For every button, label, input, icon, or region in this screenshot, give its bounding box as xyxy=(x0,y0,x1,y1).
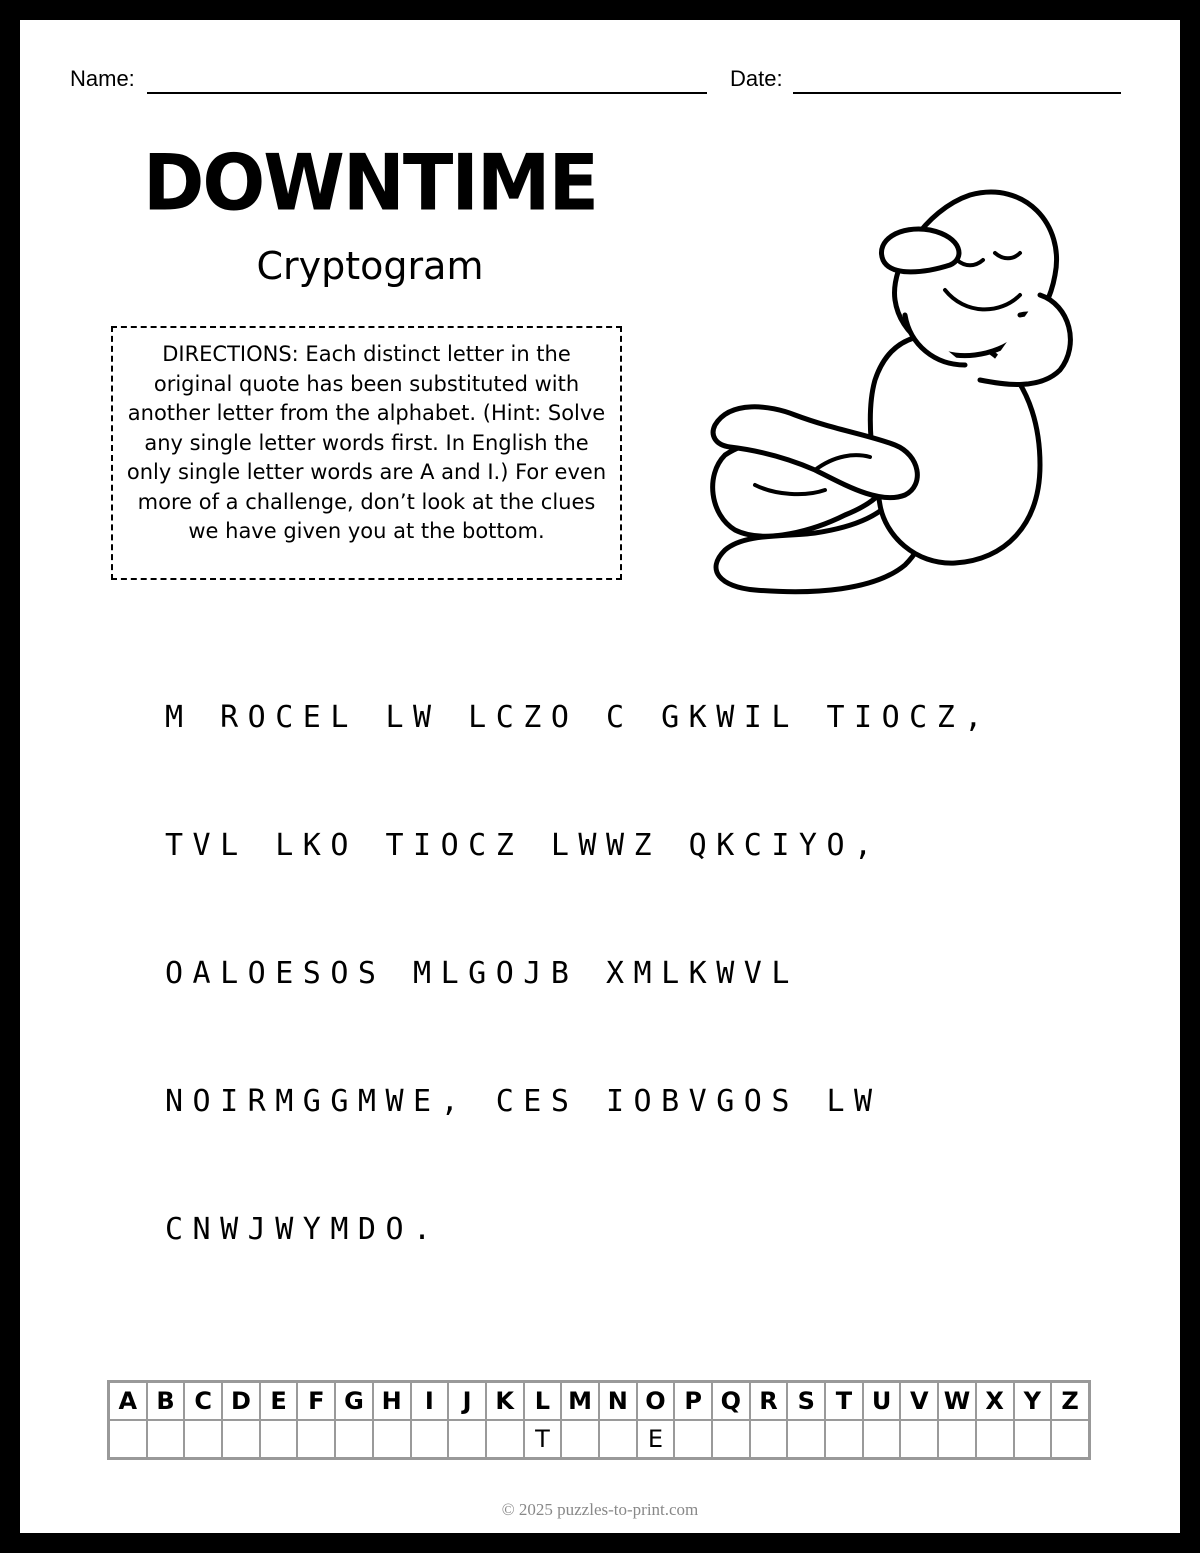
key-answer-cell[interactable] xyxy=(297,1420,335,1459)
cipher-line-4: NOIRMGGMWE, CES IOBVGOS LW xyxy=(165,1084,882,1119)
key-letter: I xyxy=(411,1382,449,1421)
date-line[interactable] xyxy=(793,92,1121,94)
key-answer-cell[interactable] xyxy=(863,1420,901,1459)
key-letter: L xyxy=(524,1382,562,1421)
key-letter: F xyxy=(297,1382,335,1421)
key-answer-cell[interactable] xyxy=(448,1420,486,1459)
key-answer-cell[interactable] xyxy=(712,1420,750,1459)
key-answer-cell[interactable] xyxy=(561,1420,599,1459)
key-letter: O xyxy=(637,1382,675,1421)
key-answer-cell[interactable] xyxy=(184,1420,222,1459)
key-answer-cell[interactable] xyxy=(373,1420,411,1459)
key-answer-cell[interactable] xyxy=(787,1420,825,1459)
key-letter: K xyxy=(486,1382,524,1421)
name-label: Name: xyxy=(70,66,135,91)
key-letter: H xyxy=(373,1382,411,1421)
key-answer-cell[interactable] xyxy=(147,1420,185,1459)
key-answer-cell[interactable]: T xyxy=(524,1420,562,1459)
key-answer-cell[interactable] xyxy=(1014,1420,1052,1459)
key-answer-cell[interactable] xyxy=(976,1420,1014,1459)
key-letter: S xyxy=(787,1382,825,1421)
key-letter: U xyxy=(863,1382,901,1421)
key-letter: V xyxy=(900,1382,938,1421)
name-line[interactable] xyxy=(147,92,707,94)
key-answers-row xyxy=(109,1420,1090,1459)
key-answer-cell[interactable]: E xyxy=(637,1420,675,1459)
key-letter: W xyxy=(938,1382,976,1421)
cipher-key-table xyxy=(107,1380,1091,1460)
key-letter: P xyxy=(674,1382,712,1421)
key-letter: J xyxy=(448,1382,486,1421)
key-letter: B xyxy=(147,1382,185,1421)
cipher-line-3: OALOESOS MLGOJB XMLKWVL xyxy=(165,956,799,991)
key-answer-cell[interactable] xyxy=(411,1420,449,1459)
key-letter: M xyxy=(561,1382,599,1421)
key-answer-cell[interactable] xyxy=(750,1420,788,1459)
key-letter: N xyxy=(599,1382,637,1421)
cipher-line-2: TVL LKO TIOCZ LWWZ QKCIYO, xyxy=(165,828,882,863)
key-letter: A xyxy=(109,1382,147,1421)
key-letter: T xyxy=(825,1382,863,1421)
directions-box: DIRECTIONS: Each distinct letter in the original quote has been substituted with another letter from the alphabet. (Hint: Solve any single letter words first. In English the only single letter words are A and I.) For even more of a challenge, don’t look at the clues we have given you at the bottom. xyxy=(111,326,622,580)
key-letter: R xyxy=(750,1382,788,1421)
date-label: Date: xyxy=(730,66,783,91)
key-letter: Q xyxy=(712,1382,750,1421)
key-letter: X xyxy=(976,1382,1014,1421)
key-letter: Y xyxy=(1014,1382,1052,1421)
key-letter: E xyxy=(260,1382,298,1421)
sleeping-cartoon-character-icon xyxy=(695,185,1075,605)
key-answer-cell[interactable] xyxy=(599,1420,637,1459)
key-answer-cell[interactable] xyxy=(335,1420,373,1459)
cipher-line-5: CNWJWYMDO. xyxy=(165,1212,441,1247)
key-answer-cell[interactable] xyxy=(900,1420,938,1459)
key-answer-cell[interactable] xyxy=(260,1420,298,1459)
key-answer-cell[interactable] xyxy=(938,1420,976,1459)
cipher-line-1: M ROCEL LW LCZO C GKWIL TIOCZ, xyxy=(165,700,992,735)
key-answer-cell[interactable] xyxy=(1051,1420,1089,1459)
key-letter: D xyxy=(222,1382,260,1421)
page-title: DOWNTIME xyxy=(142,137,598,229)
key-answer-cell[interactable] xyxy=(222,1420,260,1459)
copyright-footer: © 2025 puzzles-to-print.com xyxy=(501,1500,699,1519)
key-letter: Z xyxy=(1051,1382,1089,1421)
key-answer-cell[interactable] xyxy=(109,1420,147,1459)
key-answer-cell[interactable] xyxy=(486,1420,524,1459)
key-letter: C xyxy=(184,1382,222,1421)
key-answer-cell[interactable] xyxy=(825,1420,863,1459)
key-answer-cell[interactable] xyxy=(674,1420,712,1459)
key-letters-row xyxy=(109,1382,1090,1421)
page-subtitle: Cryptogram xyxy=(256,244,484,288)
key-letter: G xyxy=(335,1382,373,1421)
